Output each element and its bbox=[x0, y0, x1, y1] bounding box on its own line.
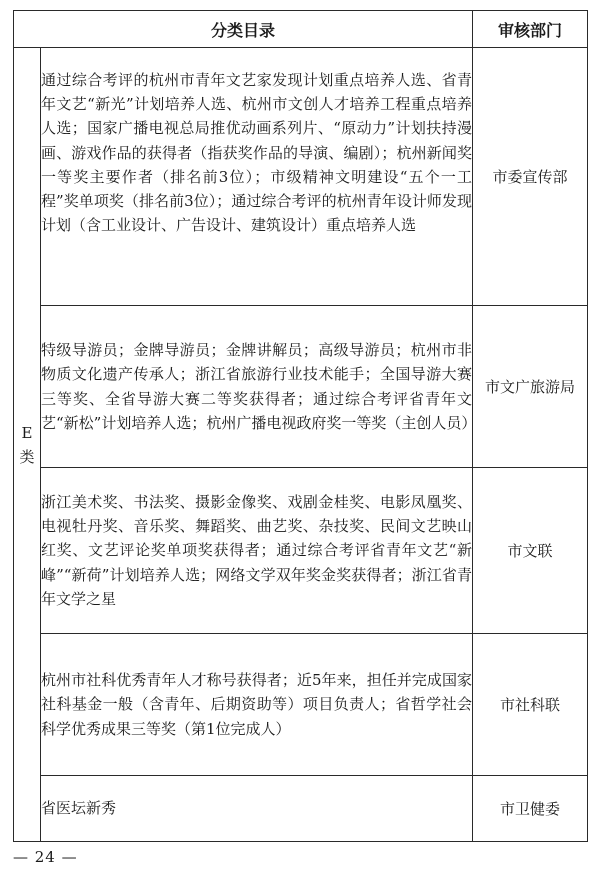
row-description: 特级导游员；金牌导游员；金牌讲解员；高级导游员；杭州市非物质文化遗产传承人；浙江省旅游行业技术能手；全国导游大赛三等奖、全省导游大赛二等奖获得者；通过综合考评省青年文艺“新松”计划培养人选；杭州广播电视政府奖一等奖（主创人员） bbox=[41, 306, 473, 468]
row-department: 市文广旅游局 bbox=[473, 306, 588, 468]
table-row bbox=[14, 48, 588, 306]
row-department: 市委宣传部 bbox=[473, 48, 588, 306]
catalog-table bbox=[13, 10, 588, 842]
table-header-row bbox=[14, 11, 588, 48]
row-description: 浙江美术奖、书法奖、摄影金像奖、戏剧金桂奖、电影凤凰奖、电视牡丹奖、音乐奖、舞蹈奖、曲艺奖、杂技奖、民间文艺映山红奖、文艺评论奖单项奖获得者；通过综合考评省青年文艺“新峰”“新荷”计划培养人选；网络文学双年奖金奖获得者；浙江省青年文学之星 bbox=[41, 468, 473, 634]
department-column-header: 审核部门 bbox=[473, 11, 588, 48]
table-row bbox=[14, 468, 588, 634]
category-cell bbox=[14, 48, 41, 842]
category-letter: E bbox=[21, 423, 33, 442]
row-description: 杭州市社科优秀青年人才称号获得者；近5年来，担任并完成国家社科基金一般（含青年、后期资助等）项目负责人；省哲学社会科学优秀成果三等奖（第1位完成人） bbox=[41, 634, 473, 776]
table-row bbox=[14, 634, 588, 776]
table-row bbox=[14, 306, 588, 468]
page-number: — 24 — bbox=[13, 848, 78, 866]
row-department: 市社科联 bbox=[473, 634, 588, 776]
category-suffix: 类 bbox=[19, 447, 35, 466]
catalog-column-header: 分类目录 bbox=[14, 11, 473, 48]
row-description: 通过综合考评的杭州市青年文艺家发现计划重点培养人选、省青年文艺“新光”计划培养人选、杭州市文创人才培养工程重点培养人选；国家广播电视总局推优动画系列片、“原动力”计划扶持漫画、游戏作品的获得者（指获奖作品的导演、编剧）；杭州新闻奖一等奖主要作者（排名前3位）；市级精神文明建设“五个一工程”奖单项奖（排名前3位）；通过综合考评的杭州青年设计师发现计划（含工业设计、广告设计、建筑设计）重点培养人选 bbox=[41, 48, 473, 306]
row-department: 市卫健委 bbox=[473, 776, 588, 842]
table-row bbox=[14, 776, 588, 842]
row-department: 市文联 bbox=[473, 468, 588, 634]
row-description: 省医坛新秀 bbox=[41, 776, 473, 842]
